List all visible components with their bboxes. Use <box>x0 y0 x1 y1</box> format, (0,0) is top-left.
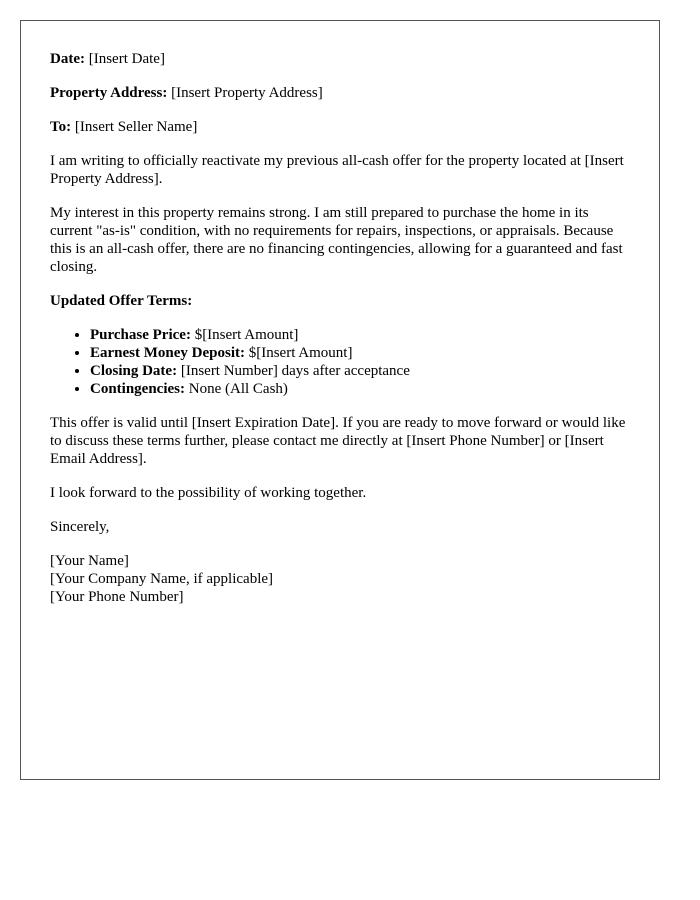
salutation: Sincerely, <box>50 519 110 535</box>
date-value: [Insert Date] <box>88 51 165 67</box>
terms-list <box>50 326 630 398</box>
term-item-earnest-money <box>90 344 630 362</box>
terms-heading <box>50 292 630 310</box>
signature-block <box>50 552 630 606</box>
recipient-line <box>50 118 630 136</box>
term-label: Earnest Money Deposit: <box>90 345 245 361</box>
term-value: [Insert Number] days after acceptance <box>180 363 410 379</box>
term-value: None (All Cash) <box>188 381 288 397</box>
date-line <box>50 50 630 68</box>
term-value: $[Insert Amount] <box>248 345 353 361</box>
intro-paragraph: I am writing to officially reactivate my previous all-cash offer for the property located at [Insert Property Address]. <box>50 153 624 187</box>
term-label: Purchase Price: <box>90 327 191 343</box>
recipient-label: To: <box>50 119 72 135</box>
property-address-label: Property Address: <box>50 85 168 101</box>
letter-document <box>20 20 660 780</box>
term-item-purchase-price <box>90 326 630 344</box>
property-address-value: [Insert Property Address] <box>171 85 323 101</box>
interest-paragraph: My interest in this property remains strong. I am still prepared to purchase the home in its current "as-is" condition, with no requirements for repairs, inspections, or appraisals. Because this is an all-cash offer, there are no financing contingencies, allowing for a guaranteed and fast closing. <box>50 205 623 275</box>
closing-paragraph: I look forward to the possibility of working together. <box>50 485 367 501</box>
term-item-closing-date <box>90 362 630 380</box>
validity-paragraph: This offer is valid until [Insert Expiration Date]. If you are ready to move forward or would like to discuss these terms further, please contact me directly at [Insert Phone Number] or [Insert Email Address]. <box>50 415 626 467</box>
recipient-value: [Insert Seller Name] <box>74 119 198 135</box>
signer-phone: [Your Phone Number] <box>50 589 184 605</box>
term-label: Closing Date: <box>90 363 178 379</box>
term-value: $[Insert Amount] <box>194 327 299 343</box>
property-address-line <box>50 84 630 102</box>
terms-heading-text: Updated Offer Terms: <box>50 293 193 309</box>
signer-name: [Your Name] <box>50 553 129 569</box>
signer-company: [Your Company Name, if applicable] <box>50 571 274 587</box>
term-label: Contingencies: <box>90 381 185 397</box>
term-item-contingencies <box>90 380 630 398</box>
date-label: Date: <box>50 51 85 67</box>
